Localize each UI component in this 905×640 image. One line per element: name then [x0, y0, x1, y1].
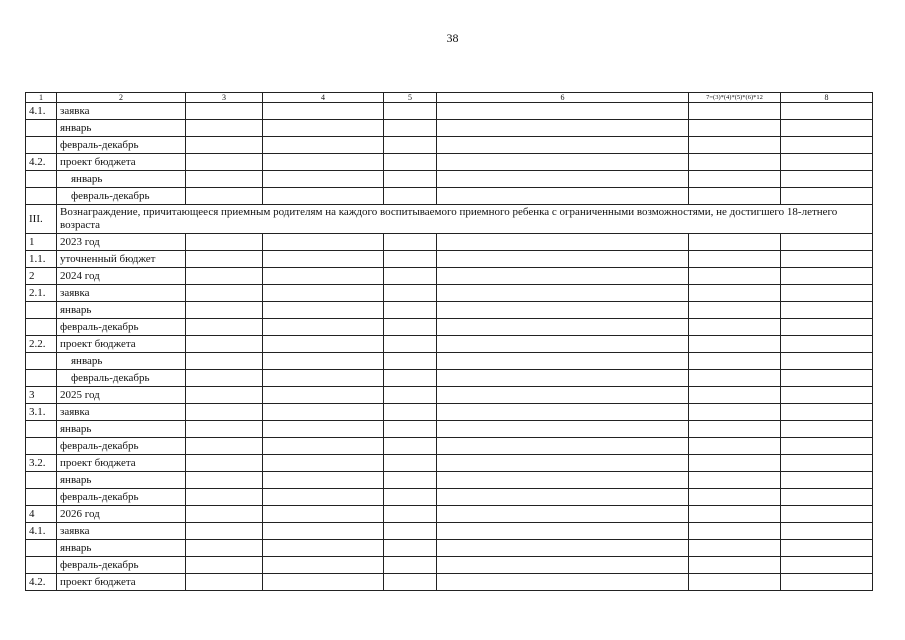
section-number: III. [26, 205, 57, 234]
table-row [26, 404, 873, 421]
empty-cell [263, 336, 384, 353]
row-label: февраль-декабрь [57, 137, 186, 154]
empty-cell [689, 268, 781, 285]
empty-cell [437, 103, 689, 120]
empty-cell [781, 120, 873, 137]
table-row [26, 188, 873, 205]
empty-cell [186, 438, 263, 455]
empty-cell [781, 370, 873, 387]
empty-cell [263, 234, 384, 251]
empty-cell [689, 540, 781, 557]
empty-cell [263, 120, 384, 137]
empty-cell [186, 285, 263, 302]
empty-cell [384, 268, 437, 285]
table-row [26, 353, 873, 370]
empty-cell [437, 455, 689, 472]
table-row [26, 557, 873, 574]
empty-cell [437, 523, 689, 540]
empty-cell [384, 557, 437, 574]
empty-cell [384, 404, 437, 421]
empty-cell [689, 438, 781, 455]
row-label: проект бюджета [57, 336, 186, 353]
empty-cell [781, 404, 873, 421]
empty-cell [384, 103, 437, 120]
empty-cell [263, 353, 384, 370]
row-number: 2.1. [26, 285, 57, 302]
section-title: Вознаграждение, причитающееся приемным родителям на каждого воспитываемого приемного ребенка с ограниченными возможностями, не достигшего 18-летнего возраста [57, 205, 873, 234]
table-row [26, 103, 873, 120]
empty-cell [263, 137, 384, 154]
section-row [26, 205, 873, 234]
empty-cell [384, 421, 437, 438]
column-header: 5 [384, 93, 437, 103]
empty-cell [384, 302, 437, 319]
empty-cell [689, 319, 781, 336]
empty-cell [689, 188, 781, 205]
row-label: февраль-декабрь [57, 489, 186, 506]
row-number: 4.1. [26, 523, 57, 540]
row-number [26, 137, 57, 154]
empty-cell [263, 557, 384, 574]
row-label: февраль-декабрь [57, 370, 186, 387]
row-number [26, 472, 57, 489]
row-number [26, 489, 57, 506]
empty-cell [186, 268, 263, 285]
empty-cell [384, 455, 437, 472]
empty-cell [384, 171, 437, 188]
empty-cell [263, 404, 384, 421]
empty-cell [689, 234, 781, 251]
row-label: февраль-декабрь [57, 188, 186, 205]
empty-cell [781, 421, 873, 438]
empty-cell [437, 154, 689, 171]
empty-cell [384, 137, 437, 154]
table-row [26, 370, 873, 387]
table-row [26, 154, 873, 171]
empty-cell [437, 336, 689, 353]
empty-cell [263, 574, 384, 591]
empty-cell [384, 438, 437, 455]
empty-cell [689, 455, 781, 472]
row-number: 4.1. [26, 103, 57, 120]
row-number: 4.2. [26, 574, 57, 591]
row-label: 2026 год [57, 506, 186, 523]
table-row [26, 472, 873, 489]
empty-cell [384, 234, 437, 251]
empty-cell [384, 506, 437, 523]
row-label: 2025 год [57, 387, 186, 404]
empty-cell [781, 438, 873, 455]
column-header: 4 [263, 93, 384, 103]
empty-cell [384, 387, 437, 404]
column-header: 7=(3)*(4)*(5)*(6)*12 [689, 93, 781, 103]
empty-cell [437, 540, 689, 557]
empty-cell [263, 285, 384, 302]
empty-cell [781, 523, 873, 540]
empty-cell [384, 285, 437, 302]
row-label: заявка [57, 285, 186, 302]
empty-cell [263, 188, 384, 205]
empty-cell [437, 302, 689, 319]
row-number [26, 171, 57, 188]
empty-cell [437, 319, 689, 336]
empty-cell [781, 387, 873, 404]
empty-cell [186, 251, 263, 268]
budget-table [25, 92, 873, 591]
row-number [26, 188, 57, 205]
table-row [26, 234, 873, 251]
row-label: проект бюджета [57, 455, 186, 472]
row-label: февраль-декабрь [57, 319, 186, 336]
row-number: 2 [26, 268, 57, 285]
empty-cell [186, 154, 263, 171]
row-number: 4 [26, 506, 57, 523]
empty-cell [186, 137, 263, 154]
row-label: январь [57, 302, 186, 319]
empty-cell [437, 472, 689, 489]
empty-cell [384, 336, 437, 353]
empty-cell [186, 188, 263, 205]
empty-cell [186, 404, 263, 421]
empty-cell [437, 251, 689, 268]
empty-cell [437, 387, 689, 404]
row-number: 2.2. [26, 336, 57, 353]
empty-cell [689, 120, 781, 137]
empty-cell [689, 506, 781, 523]
page-number: 38 [446, 31, 459, 45]
empty-cell [186, 353, 263, 370]
empty-cell [689, 285, 781, 302]
empty-cell [437, 404, 689, 421]
empty-cell [781, 251, 873, 268]
table-row [26, 574, 873, 591]
table-row [26, 540, 873, 557]
table-row [26, 302, 873, 319]
empty-cell [437, 268, 689, 285]
table-row [26, 506, 873, 523]
row-number [26, 540, 57, 557]
empty-cell [263, 171, 384, 188]
row-number [26, 302, 57, 319]
table-row [26, 319, 873, 336]
row-number [26, 353, 57, 370]
row-label: январь [57, 171, 186, 188]
empty-cell [384, 188, 437, 205]
empty-cell [689, 137, 781, 154]
empty-cell [437, 438, 689, 455]
empty-cell [263, 154, 384, 171]
empty-cell [263, 370, 384, 387]
empty-cell [437, 120, 689, 137]
empty-cell [437, 421, 689, 438]
empty-cell [781, 234, 873, 251]
empty-cell [689, 251, 781, 268]
empty-cell [437, 489, 689, 506]
table-row [26, 336, 873, 353]
table-row [26, 268, 873, 285]
empty-cell [689, 387, 781, 404]
empty-cell [263, 455, 384, 472]
empty-cell [186, 455, 263, 472]
empty-cell [384, 319, 437, 336]
table-row [26, 489, 873, 506]
row-number [26, 557, 57, 574]
empty-cell [781, 472, 873, 489]
empty-cell [263, 506, 384, 523]
empty-cell [689, 336, 781, 353]
empty-cell [781, 154, 873, 171]
empty-cell [437, 137, 689, 154]
empty-cell [781, 137, 873, 154]
empty-cell [186, 489, 263, 506]
row-label: 2023 год [57, 234, 186, 251]
empty-cell [781, 319, 873, 336]
empty-cell [781, 302, 873, 319]
row-number: 3 [26, 387, 57, 404]
table-row [26, 251, 873, 268]
table-row [26, 285, 873, 302]
row-number [26, 421, 57, 438]
table-row [26, 438, 873, 455]
empty-cell [263, 319, 384, 336]
empty-cell [781, 103, 873, 120]
empty-cell [689, 421, 781, 438]
row-label: январь [57, 472, 186, 489]
column-header: 6 [437, 93, 689, 103]
empty-cell [263, 251, 384, 268]
empty-cell [437, 370, 689, 387]
empty-cell [263, 421, 384, 438]
row-label: проект бюджета [57, 154, 186, 171]
empty-cell [384, 154, 437, 171]
row-number [26, 438, 57, 455]
empty-cell [384, 489, 437, 506]
empty-cell [781, 506, 873, 523]
empty-cell [186, 506, 263, 523]
empty-cell [186, 103, 263, 120]
empty-cell [689, 154, 781, 171]
empty-cell [689, 171, 781, 188]
row-label: январь [57, 353, 186, 370]
empty-cell [689, 353, 781, 370]
empty-cell [781, 557, 873, 574]
empty-cell [186, 387, 263, 404]
empty-cell [186, 557, 263, 574]
empty-cell [263, 523, 384, 540]
empty-cell [781, 353, 873, 370]
empty-cell [186, 302, 263, 319]
empty-cell [384, 540, 437, 557]
empty-cell [384, 574, 437, 591]
table-row [26, 455, 873, 472]
empty-cell [437, 353, 689, 370]
row-label: январь [57, 120, 186, 137]
column-header: 3 [186, 93, 263, 103]
table-row [26, 120, 873, 137]
empty-cell [689, 523, 781, 540]
empty-cell [186, 120, 263, 137]
empty-cell [263, 540, 384, 557]
empty-cell [689, 404, 781, 421]
row-number: 3.2. [26, 455, 57, 472]
empty-cell [263, 387, 384, 404]
empty-cell [689, 302, 781, 319]
empty-cell [384, 523, 437, 540]
empty-cell [781, 455, 873, 472]
empty-cell [186, 574, 263, 591]
row-number: 1.1. [26, 251, 57, 268]
empty-cell [186, 336, 263, 353]
empty-cell [437, 234, 689, 251]
table-body [26, 93, 873, 591]
column-header-row [26, 93, 873, 103]
empty-cell [781, 540, 873, 557]
empty-cell [186, 472, 263, 489]
row-label: январь [57, 421, 186, 438]
row-number: 3.1. [26, 404, 57, 421]
empty-cell [263, 472, 384, 489]
empty-cell [689, 103, 781, 120]
row-number [26, 120, 57, 137]
empty-cell [186, 234, 263, 251]
empty-cell [437, 171, 689, 188]
empty-cell [384, 353, 437, 370]
column-header: 8 [781, 93, 873, 103]
row-label: 2024 год [57, 268, 186, 285]
empty-cell [781, 336, 873, 353]
column-header: 1 [26, 93, 57, 103]
empty-cell [263, 438, 384, 455]
empty-cell [689, 489, 781, 506]
row-number [26, 319, 57, 336]
row-number [26, 370, 57, 387]
empty-cell [384, 472, 437, 489]
row-label: заявка [57, 103, 186, 120]
empty-cell [437, 557, 689, 574]
empty-cell [263, 302, 384, 319]
table-row [26, 523, 873, 540]
row-number: 1 [26, 234, 57, 251]
empty-cell [437, 188, 689, 205]
empty-cell [437, 285, 689, 302]
empty-cell [186, 319, 263, 336]
empty-cell [781, 285, 873, 302]
empty-cell [437, 574, 689, 591]
empty-cell [186, 540, 263, 557]
empty-cell [781, 171, 873, 188]
empty-cell [384, 251, 437, 268]
row-label: уточненный бюджет [57, 251, 186, 268]
empty-cell [689, 574, 781, 591]
empty-cell [781, 188, 873, 205]
empty-cell [781, 574, 873, 591]
row-number: 4.2. [26, 154, 57, 171]
row-label: заявка [57, 523, 186, 540]
column-header: 2 [57, 93, 186, 103]
empty-cell [186, 421, 263, 438]
empty-cell [437, 506, 689, 523]
table-row [26, 137, 873, 154]
row-label: проект бюджета [57, 574, 186, 591]
table-row [26, 387, 873, 404]
empty-cell [384, 120, 437, 137]
empty-cell [689, 557, 781, 574]
empty-cell [186, 523, 263, 540]
empty-cell [689, 370, 781, 387]
empty-cell [263, 268, 384, 285]
empty-cell [263, 489, 384, 506]
empty-cell [186, 370, 263, 387]
empty-cell [186, 171, 263, 188]
row-label: февраль-декабрь [57, 557, 186, 574]
row-label: январь [57, 540, 186, 557]
table-row [26, 171, 873, 188]
empty-cell [384, 370, 437, 387]
row-label: февраль-декабрь [57, 438, 186, 455]
empty-cell [263, 103, 384, 120]
empty-cell [781, 268, 873, 285]
empty-cell [689, 472, 781, 489]
row-label: заявка [57, 404, 186, 421]
table-row [26, 421, 873, 438]
empty-cell [781, 489, 873, 506]
